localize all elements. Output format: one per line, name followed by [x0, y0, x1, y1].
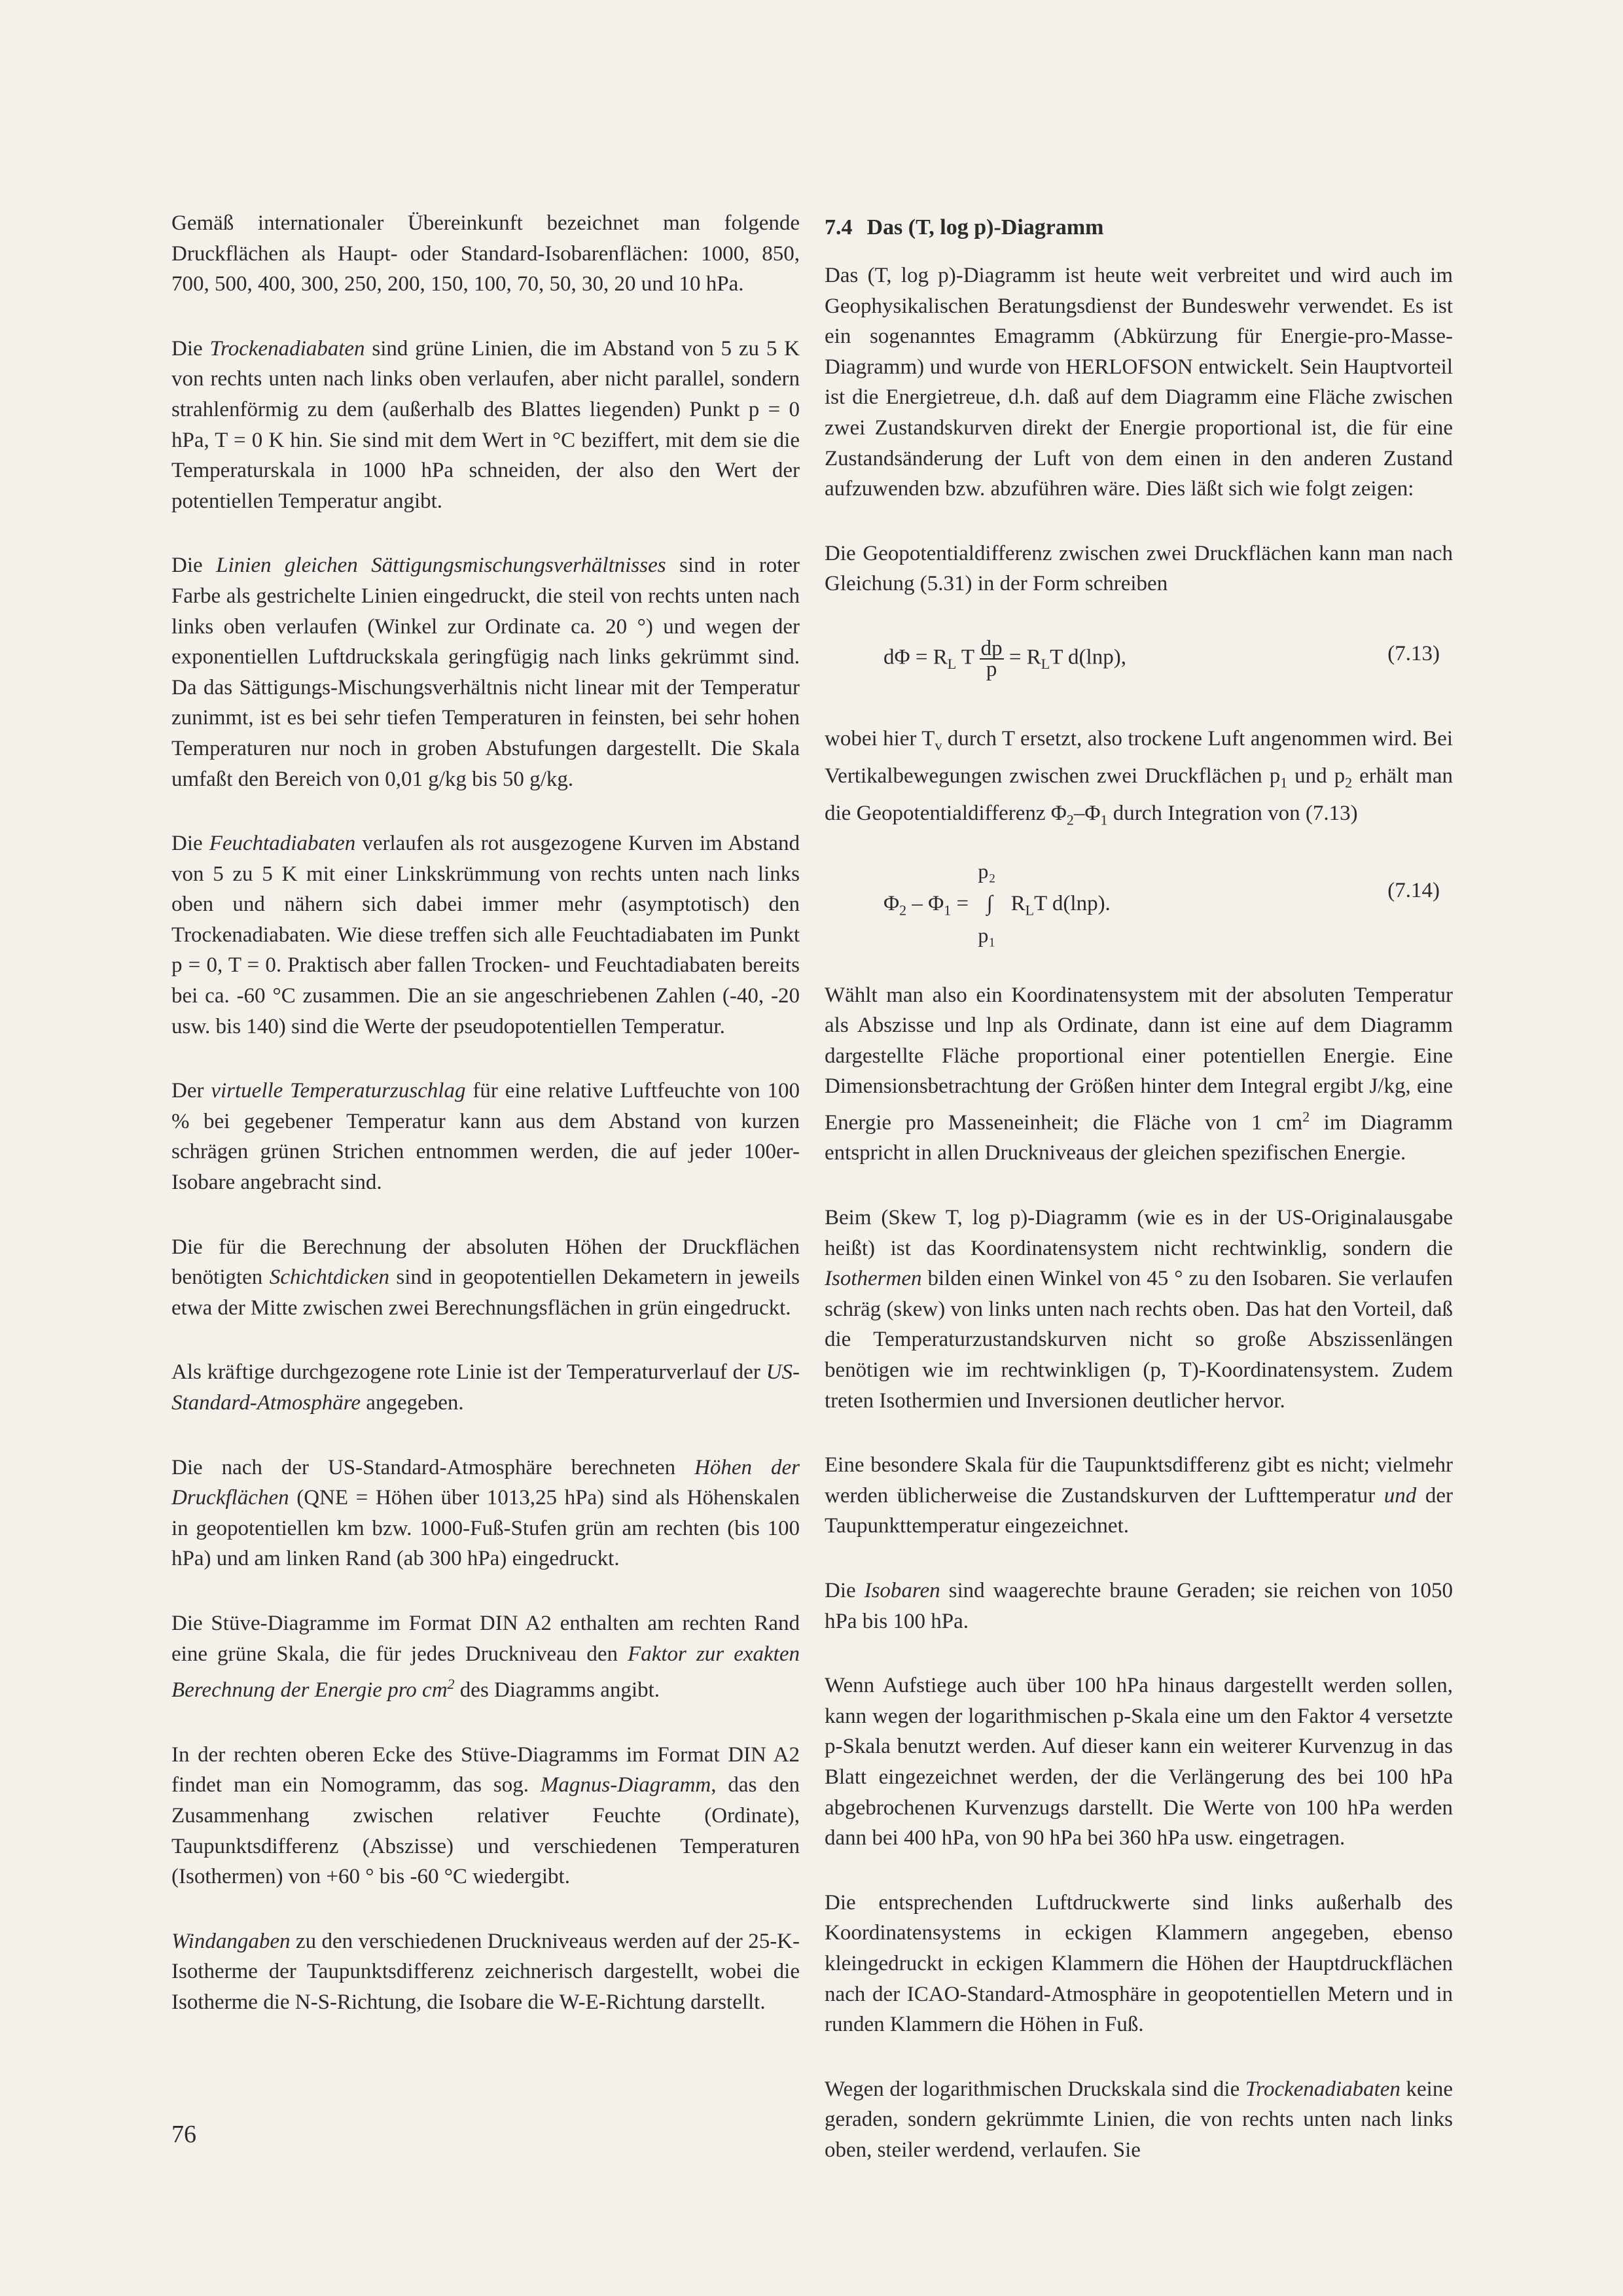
equation-7-13	[825, 619, 1453, 698]
equation-number: (7.13)	[1387, 641, 1440, 665]
paragraph-pressure-heights: Die nach der US-Standard-Atmosphäre berechneten Höhen der Druckflächen (QNE = Höhen über 1013,25 hPa) sind als Höhenskalen in geopotentiellen km bzw. 1000-Fuß-Stufen grün am rechten (bis 100 hPa) und am linken Rand (ab 300 hPa) eingedruckt.	[171, 1455, 800, 1571]
fraction: $\frac{dp}{p}$	[980, 636, 1003, 681]
paragraph-curved-adiabats: Wegen der logarithmischen Druckskala sind die Trockenadiabaten keine geraden, sondern gekrümmte Linien, die von rechts unten nach links oben, steiler werdend, verlaufen. Sie	[825, 2077, 1453, 2162]
paragraph-dewpoint: Eine besondere Skala für die Taupunktsdifferenz gibt es nicht; vielmehr werden üblicherweise die Zustandskurven der Lufttemperatur und der Taupunkttemperatur eingezeichnet.	[825, 1453, 1454, 1538]
paragraph-magnus-diagram: In der rechten oberen Ecke des Stüve-Diagramms im Format DIN A2 findet man ein Nomogramm, das sog. Magnus-Diagramm, das den Zusammenhang zwischen relativer Feuchte (Ordinate), Taupunktsdifferenz (Abszisse) und verschiedenen Temperaturen (Isothermen) von +60 ° bis -60 °C wiedergibt.	[171, 1742, 800, 1889]
paragraph-standard-atmosphere: Als kräftige durchgezogene rote Linie ist der Temperaturverlauf der US-Standard-Atmosphäre angegeben.	[171, 1360, 800, 1415]
left-column	[171, 208, 800, 2052]
section-heading: 7.4 Das (T, log p)-Diagramm	[825, 215, 1104, 239]
paragraph-wind-data: Windangaben zu den verschiedenen Druckniveaus werden auf der 25-K-Isotherme der Taupunktsdifferenz zeichnerisch dargestellt, wobei die Isotherme die N-S-Richtung, die Isobare die W-E-Richtung darstellt.	[171, 1929, 800, 2014]
paragraph-isobars: Die Isobaren sind waagerechte braune Geraden; sie reichen von 1050 hPa bis 100 hPa.	[825, 1579, 1453, 1633]
paragraph-layer-thickness: Die für die Berechnung der absoluten Höhen der Druckflächen benötigten Schichtdicken sind in geopotentiellen Dekametern in jeweils etwa der Mitte zwischen zwei Berechnungsflächen in grün eingedruckt.	[171, 1235, 800, 1320]
equation-body: $d\Phi = R_L$ T $\frac{dp}{p}$ = $R_LT$ d(lnp),	[883, 636, 1126, 681]
paragraph-p-scale: Wenn Aufstiege auch über 100 hPa hinaus dargestellt werden sollen, kann wegen der logarithmischen p-Skala eine um den Faktor 4 versetzte p-Skala benutzt werden. Auf dieser kann ein weiterer Kurvenzug in das Blatt eingezeichnet werden, der die Verlängerung des bei 100 hPa abgebrochenen Kurvenzugs darstellt. Die Werte von 100 hPa werden dann bei 400 hPa, von 90 hPa bei 360 hPa usw. eingetragen.	[825, 1674, 1453, 1850]
paragraph-geopotential: Die Geopotentialdifferenz zwischen zwei Druckflächen kann man nach Gleichung (5.31) in der Form schreiben	[825, 541, 1453, 596]
integral: p₂ ∫ p₁	[978, 858, 996, 947]
paragraph-energy-factor: Die Stüve-Diagramme im Format DIN A2 enthalten am rechten Rand eine grüne Skala, die für jedes Druckniveau den Faktor zur exakten Berechnung der Energie pro $cm^2$ des Diagramms angibt.	[171, 1611, 800, 1703]
paragraph-isobaric-surfaces: Gemäß internationaler Übereinkunft bezeichnet man folgende Druckflächen als Haupt- oder Standard-Isobarenflächen: 1000, 850, 700, 500, 400, 300, 250, 200, 150, 100, 70, 50, 30, 20 und 10 hPa.	[171, 211, 800, 296]
right-column	[825, 208, 1453, 2200]
equation-body: $\Phi_2 - \Phi_1$ = p₂ ∫ p₁ $R_LT$ d(lnp).	[883, 858, 1111, 947]
paragraph-virtual-temperature: Der virtuelle Temperaturzuschlag für eine relative Luftfeuchte von 100 % bei gegebener Temperatur kann aus dem Abstand von kurzen schrägen grünen Strichen entnommen werden, die auf jeder 100er-Isobare angebracht sind.	[171, 1079, 800, 1195]
paragraph-dry-adiabats: Die Trockenadiabaten sind grüne Linien, die im Abstand von 5 zu 5 K von rechts unten nach links oben verlaufen, aber nicht parallel, sondern strahlenförmig zu dem (außerhalb des Blattes liegenden) Punkt p = 0 hPa, T = 0 K hin. Sie sind mit dem Wert in °C beziffert, mit dem sie die Temperaturskala in 1000 hPa schneiden, der also den Wert der potentiellen Temperatur angibt.	[171, 336, 800, 513]
paragraph-pressure-values: Die entsprechenden Luftdruckwerte sind links außerhalb des Koordinatensystems in eckigen Klammern angegeben, ebenso kleingedruckt in eckigen Klammern die Höhen der Hauptdruckflächen nach der ICAO-Standard-Atmosphäre in geopotentiellen Metern und in runden Klammern die Höhen in Fuß.	[825, 1890, 1453, 2037]
paragraph-integration: wobei hier $T_v$ durch T ersetzt, also trockene Luft angenommen wird. Bei Vertikalbewegungen zwischen zwei Druckflächen $p_1$ und $p_2$ erhält man die Geopotentialdifferenz $\Phi_2-\Phi_1$ durch Integration von (7.13)	[825, 726, 1453, 828]
paragraph-moist-adiabats: Die Feuchtadiabaten verlaufen als rot ausgezogene Kurven im Abstand von 5 zu 5 K mit einer Linkskrümmung von rechts unten nach links oben und nähern sich dabei immer mehr (asymptotisch) den Trockenadiabaten. Wie diese treffen sich alle Feuchtadiabaten im Punkt p = 0, T = 0. Praktisch aber fallen Trocken- und Feuchtadiabaten bereits bei ca. -60 °C zusammen. Die an sie angeschriebenen Zahlen (-40, -20 usw. bis 140) sind die Werte der pseudopotentiellen Temperatur.	[171, 832, 800, 1038]
paragraph-emagram-intro: Das (T, log p)-Diagramm ist heute weit verbreitet und wird auch im Geophysikalischen Beratungsdienst der Bundeswehr verwendet. Es ist ein sogenanntes Emagramm (Abkürzung für Energie-pro-Masse-Diagramm) und wurde von HERLOFSON entwickelt. Sein Hauptvorteil ist die Energietreue, d.h. daß auf dem Diagramm eine Fläche zwischen zwei Zustandskurven direkt der Energie proportional ist, die für eine Zustandsänderung der Luft von dem einen in den anderen Zustand aufzuwenden bzw. abzuführen wäre. Dies läßt sich wie folgt zeigen:	[825, 264, 1453, 501]
paragraph-saturation-mixing-ratio: Die Linien gleichen Sättigungsmischungsverhältnisses sind in roter Farbe als gestrichelte Linien eingedruckt, die steil von rechts unten nach links oben verlaufen (Winkel zur Ordinate ca. 20 °) und wegen der exponentiellen Luftdruckskala geringfügig nach links gekrümmt sind. Da das Sättigungs-Mischungsverhältnis nicht linear mit der Temperatur zunimmt, ist es bei sehr tiefen Temperaturen in feinsten, bei sehr hohen Temperaturen nur noch in groben Abstufungen dargestellt. Die Skala umfaßt den Bereich von 0,01 g/kg bis 50 g/kg.	[171, 554, 800, 791]
paragraph-coordinate-system: Wählt man also ein Koordinatensystem mit der absoluten Temperatur als Abszisse und lnp als Ordinate, dann ist eine auf dem Diagramm dargestellte Fläche proportional einer potentiellen Energie. Eine Dimensionsbetrachtung der Größen hinter dem Integral ergibt J/kg, eine Energie pro Masseneinheit; die Fläche von 1 $cm^2$ im Diagramm entspricht in allen Druckniveaus der gleichen spezifischen Energie.	[825, 983, 1453, 1165]
equation-number: (7.14)	[1387, 878, 1440, 902]
equation-7-14	[825, 856, 1453, 954]
paragraph-skew-t: Beim (Skew T, log p)-Diagramm (wie es in der US-Originalausgabe heißt) ist das Koordinatensystem nicht rechtwinklig, sondern die Isothermen bilden einen Winkel von 45 ° zu den Isobaren. Sie verlaufen schräg (skew) von links unten nach rechts oben. Das hat den Vorteil, daß die Temperaturzustandskurven nicht so große Abszissenlängen benötigen wie im rechtwinkligen (p, T)-Koordinatensystem. Zudem treten Isothermien und Inversionen deutlicher hervor.	[825, 1206, 1453, 1413]
page-number: 76	[171, 2121, 196, 2148]
